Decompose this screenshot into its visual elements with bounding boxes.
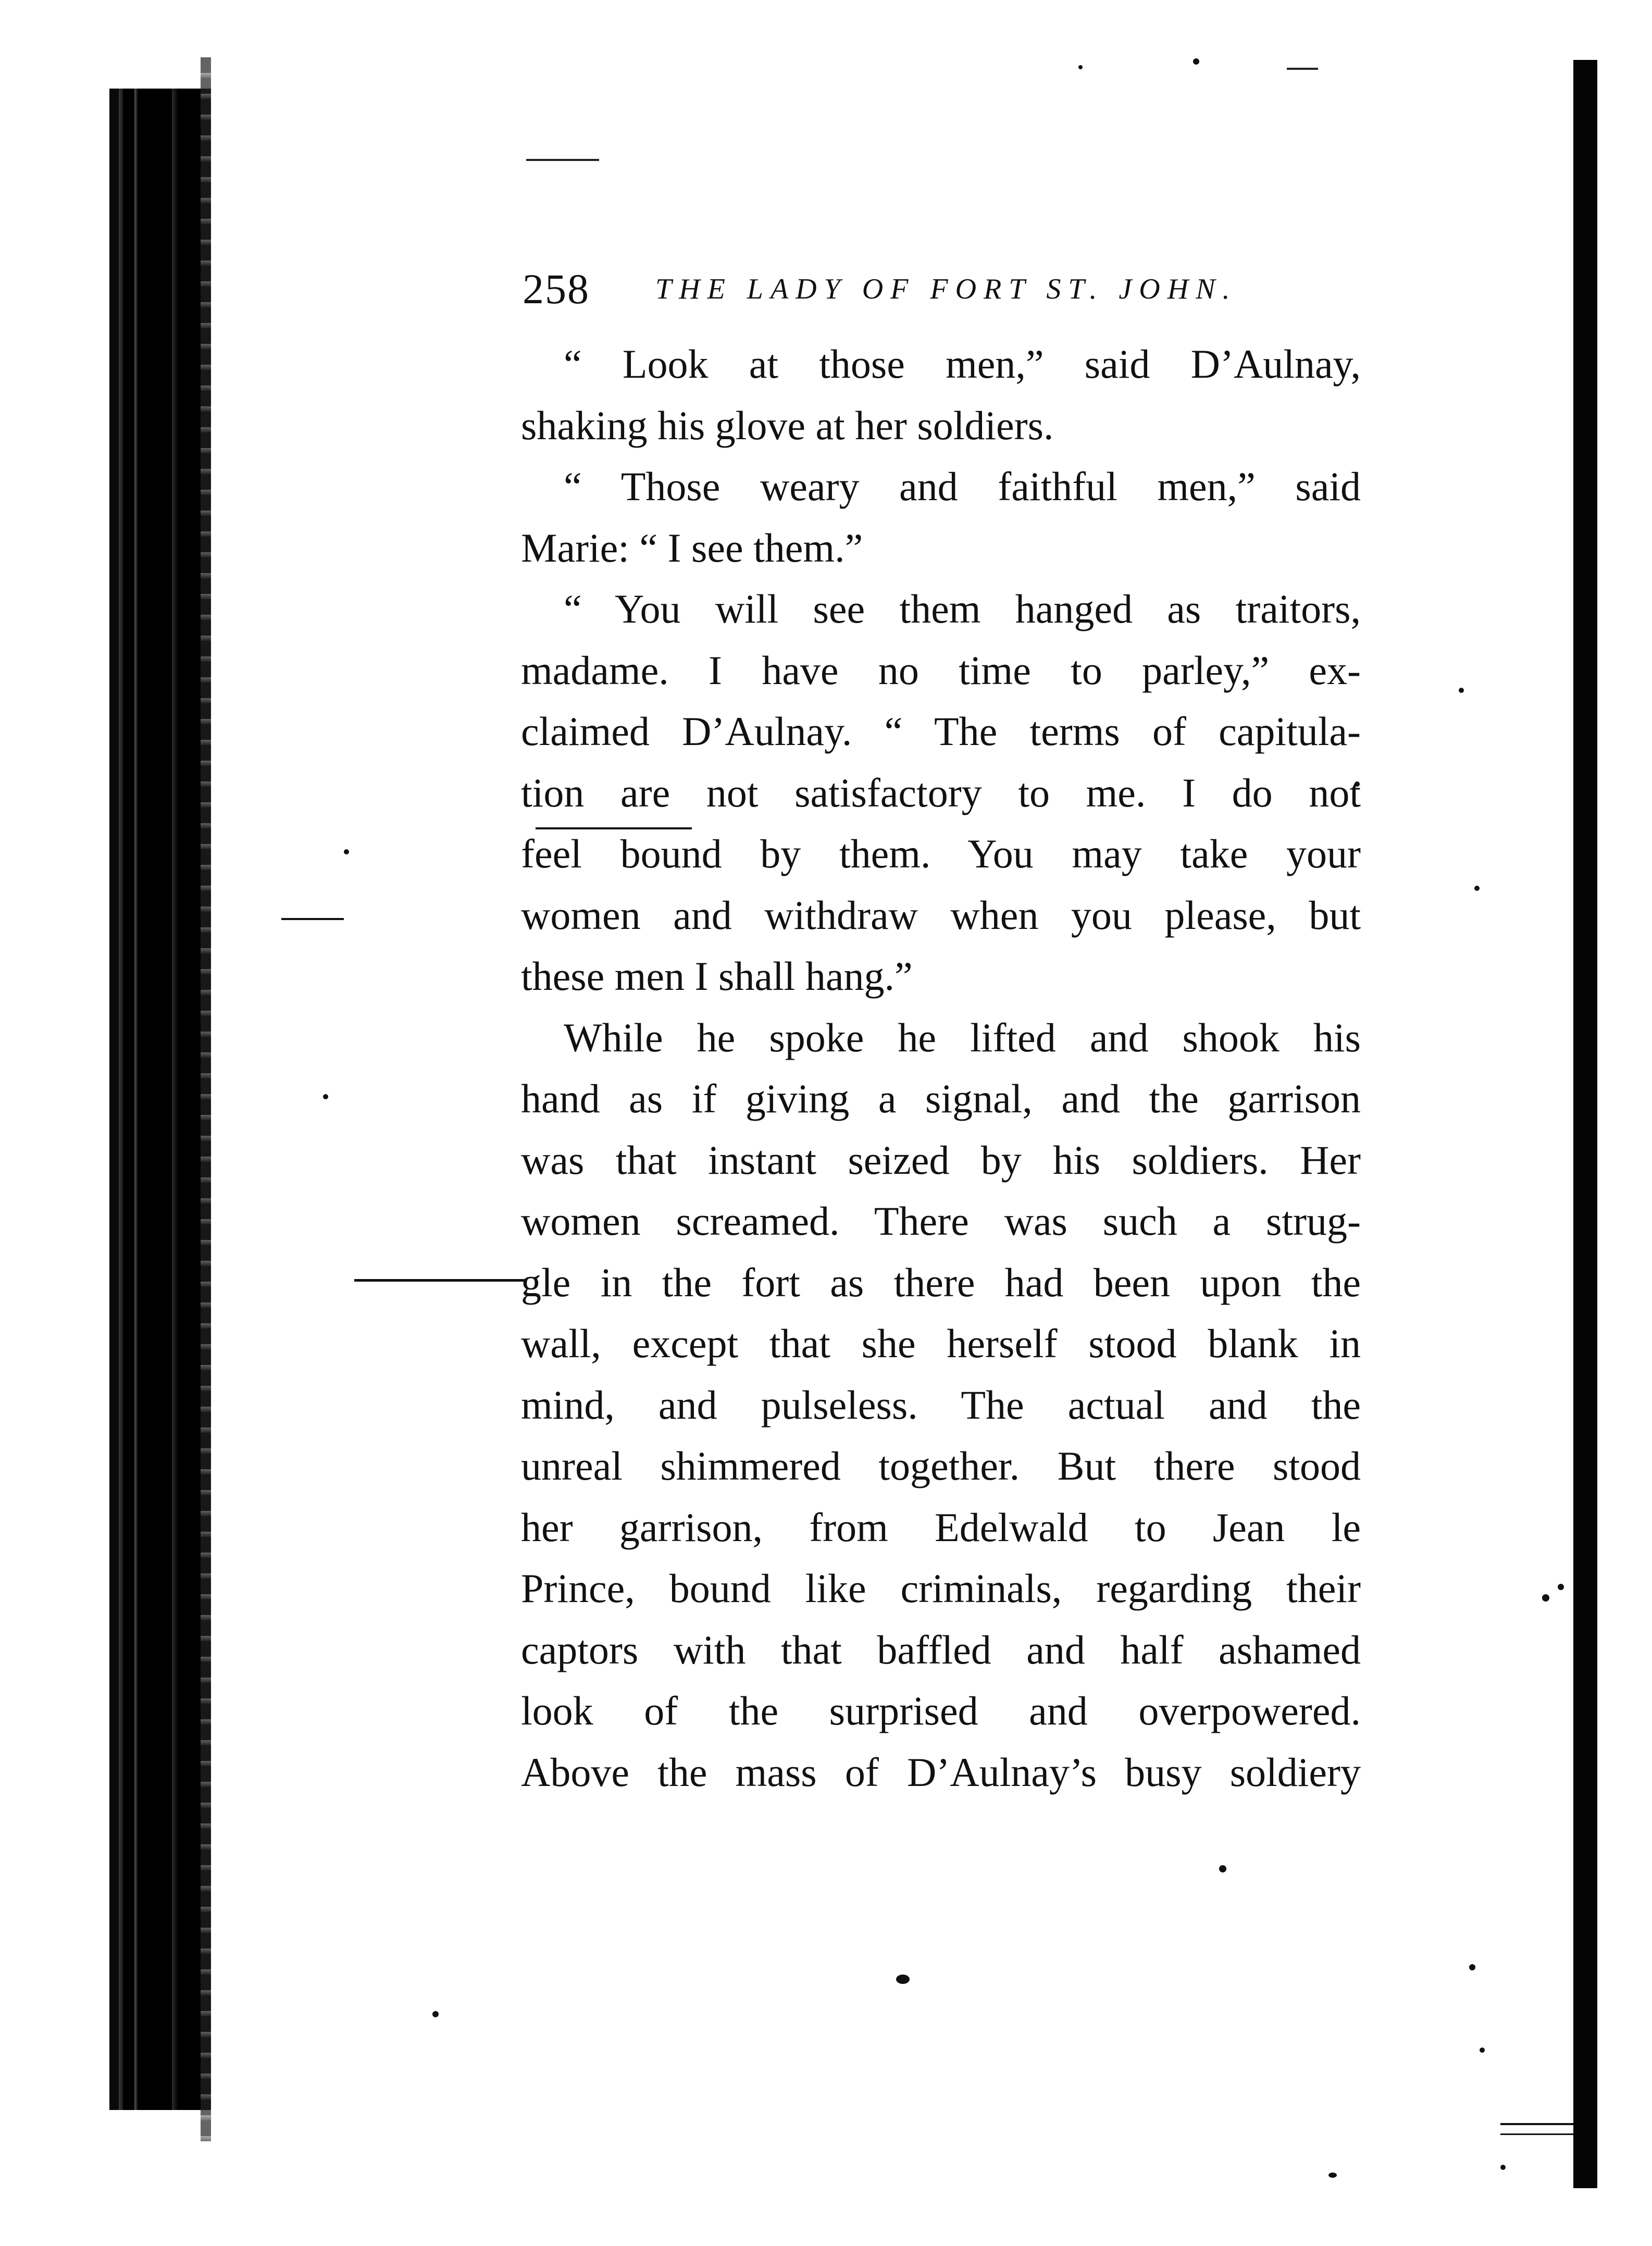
text-line: Prince, bound like criminals, regarding their [521,1566,1361,1611]
scan-speck [432,2011,439,2017]
text-line: “ Those weary and faithful men,” said [564,464,1361,509]
text-line: women and withdraw when you please, but [521,892,1361,938]
scan-speck [1500,2165,1506,2170]
text-line: madame. I have no time to parley,” ex- [521,647,1361,693]
scan-binding-edge-left [201,57,211,2141]
text-line: Above the mass of D’Aulnay’s busy soldiery [521,1749,1361,1795]
text-line: was that instant seized by his soldiers. Her [521,1137,1361,1183]
scan-stray-line [281,918,344,920]
text-line: shaking his glove at her soldiers. [521,402,1054,448]
text-line: gle in the fort as there had been upon the [521,1259,1361,1305]
text-line: look of the surprised and overpowered. [521,1688,1361,1733]
running-title: THE LADY OF FORT ST. JOHN. [655,273,1237,305]
scan-speck [1542,1594,1549,1602]
scan-speck [896,1975,910,1984]
scan-speck [1459,688,1464,693]
scan-stray-line [1500,2123,1573,2125]
text-line: mind, and pulseless. The actual and the [521,1382,1361,1428]
scan-speck [1078,65,1083,69]
body-text [521,333,1361,1803]
running-header [523,260,1377,318]
scan-binding-shadow-left [109,89,211,2110]
text-line: her garrison, from Edelwald to Jean le [521,1504,1361,1550]
text-line: tion are not satisfactory to me. I do not [521,770,1361,815]
text-line: captors with that baffled and half ashamed [521,1627,1361,1672]
text-line: “ You will see them hanged as traitors, [564,586,1361,631]
text-line: women screamed. There was such a strug- [521,1198,1361,1244]
scan-stray-line [1500,2133,1573,2135]
text-line: “ Look at those men,” said D’Aulnay, [564,341,1361,387]
scan-binding-shadow-right [1573,60,1597,2188]
text-line: wall, except that she herself stood blank in [521,1321,1361,1366]
text-line: Marie: “ I see them.” [521,525,863,570]
scan-dash [1287,68,1318,70]
text-line: claimed D’Aulnay. “ The terms of capitula- [521,709,1361,754]
scan-speck [344,849,349,854]
scan-speck [1328,2173,1337,2178]
scan-speck [1480,2048,1485,2053]
text-line: these men I shall hang.” [521,953,913,999]
scan-speck [1193,58,1199,65]
scan-dash [526,159,599,161]
text-line: feel bound by them. You may take your [521,831,1361,876]
scan-speck [1474,886,1480,891]
scan-speck [1558,1584,1564,1590]
text-line: While he spoke he lifted and shook his [564,1014,1361,1060]
scan-speck [1219,1865,1226,1872]
text-line: unreal shimmered together. But there stood [521,1443,1361,1488]
scan-speck [1469,1964,1475,1970]
page-number: 258 [523,265,590,313]
scan-speck [323,1094,328,1099]
text-line: hand as if giving a signal, and the garrison [521,1076,1361,1121]
scan-stray-line [354,1279,526,1282]
